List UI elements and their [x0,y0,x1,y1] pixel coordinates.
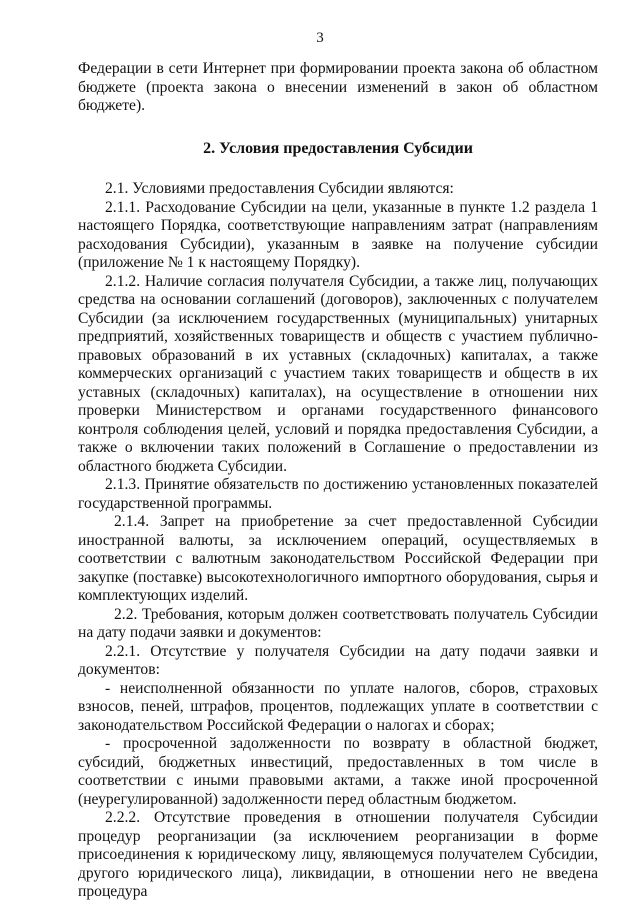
paragraph-2-2-2: 2.2.2. Отсутствие проведения в отношении получателя Субсидии процедур реорганизации (за исключением реорганизации в форме присоединения к юридическому лицу, являющемуся получателем Субсидии, другого юридического лица), ликвидации, в отношении него не введена процедура [78,809,598,900]
paragraph-2-1: 2.1. Условиями предоставления Субсидии являются: [105,180,454,197]
paragraph-2-1-1: 2.1.1. Расходование Субсидии на цели, указанные в пункте 1.2 раздела 1 настоящего Порядка, соответствующие направлениям затрат (направлениям расходования Субсидии), указанным в заявке на получение субсидии (приложение № 1 к настоящему Порядку). [78,198,598,271]
paragraph-continuation: Федерации в сети Интернет при формировании проекта закона об областном бюджете (проекта закона о внесении изменений в закон об областном бюджете). [78,60,598,114]
paragraph-2-1-2: 2.1.2. Наличие согласия получателя Субсидии, а также лиц, получающих средства на основании соглашений (договоров), заключенных с получателем Субсидии (за исключением государственных (муниципальных) унитарных предприятий, хозяйственных товариществ и обществ с участием публично-правовых образований в их уставных (складочных) капиталах, а также коммерческих организаций с участием таких товариществ и обществ в их уставных (складочных) капиталах), на осуществление в отношении них проверки Министерством и органами государственного финансового контроля соблюдения целей, условий и порядка предоставления Субсидии, а также о включении таких положений в Соглашение о предоставлении из областного бюджета Субсидии. [78,272,598,475]
paragraph-2-2: 2.2. Требования, которым должен соответствовать получатель Субсидии на дату подачи заявки и документов: [78,605,598,641]
list-item-debts: - просроченной задолженности по возврату в областной бюджет, субсидий, бюджетных инвестиций, предоставленных в том числе в соответствии с иными правовыми актами, а также иной просроченной (неурегулированной) задолженности перед областным бюджетом. [78,735,598,808]
document-body [78,60,598,902]
paragraph-2-1-3: 2.1.3. Принятие обязательств по достижению установленных показателей государственной программы. [78,476,598,512]
page-number: 3 [316,30,324,46]
paragraph-2-2-1: 2.2.1. Отсутствие у получателя Субсидии на дату подачи заявки и документов: [78,642,598,678]
paragraph-2-1-4: 2.1.4. Запрет на приобретение за счет предоставленной Субсидии иностранной валюты, за исключением операций, осуществляемых в соответствии с валютным законодательством Российской Федерации при закупке (поставке) высокотехнологичного импортного оборудования, сырья и комплектующих изделий. [78,513,598,604]
list-item-taxes: - неисполненной обязанности по уплате налогов, сборов, страховых взносов, пеней, штрафов, процентов, подлежащих уплате в соответствии с законодательством Российской Федерации о налогах и сборах; [78,679,598,734]
section-heading: 2. Условия предоставления Субсидии [203,139,473,157]
